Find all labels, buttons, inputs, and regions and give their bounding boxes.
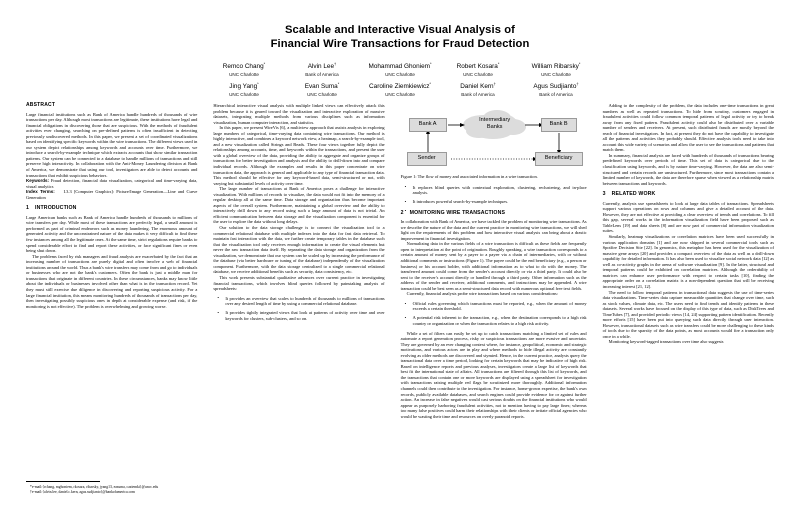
author-affiliation: UNC Charlotte	[385, 72, 415, 78]
figure-node-bank-b: Bank B	[541, 118, 577, 132]
author-mark: *	[429, 61, 432, 66]
related-paragraph-3: The need to follow temporal patterns in transactional data suggests the use of time-series data visualizations. Time-series data capture measurable quantities that change over time, such as stock values, climate data, etc. The users need to find trends and identify patterns in these datasets. Several works have focused on the display of this type of data, such as DiskTrees and TimeTubes [7], and provided periodic views [14, 24] supporting pattern identification. Recently more efforts [15] have been put into querying such data directly through user interaction. However, transactional datasets such as wire transfers could be more challenging to these kinds of tools due to the sparsity of the data points, as most accounts would fire a transaction only once in a while.	[602, 289, 774, 339]
footnote-rule	[26, 481, 100, 482]
paper-title-line1: Scalable and Interactive Visual Analysis of	[284, 24, 515, 36]
author-name	[283, 80, 361, 91]
section-number: 1	[26, 205, 30, 212]
author-column	[283, 60, 361, 98]
list-item: • It replaces blind queries with contextual exploration, clustering, reclustering, and in-place analysis.	[410, 185, 587, 196]
list-item: • Official rules governing which transactions must be reported, e.g., when the amount of money exceeds a certain threshold.	[410, 301, 587, 312]
intro-paragraph-2: The problems faced by risk managers and fraud analysts are exacerbated by the fact that an increasing number of transactions are purely digital and often involve a web of financial institutions around the world. Thus a bank's wire transfers may come from and go to individuals or businesses who are not the bank's customers. Often the bank is just a middle man for transactions that originate in different countries. In these circumstances, banks may know little about the individuals or businesses involved other than what is in the transaction record. Yet they must still exercise due diligence in discovering and reporting suspicious activity. For a large financial institution, this means monitoring hundreds of thousands of transactions per day, then investigating possibly suspicious ones in depth at considerable expense (and risk, if the monitoring is not effective). The problem is overwhelming and growing worse.	[26, 253, 198, 309]
figure-1-caption: Figure 1: The flow of money and associated information in a wire transaction.	[400, 174, 538, 179]
author-mark: †	[334, 61, 337, 66]
index-terms-line	[26, 189, 197, 200]
author-affiliation: UNC Charlotte	[229, 92, 259, 98]
column-container	[26, 103, 774, 509]
author-name	[439, 60, 517, 71]
list-item: • A potential risk inherent to the transaction, e.g., when the destination corresponds to a high risk country or organization or when the transaction relates to a high risk activity.	[410, 315, 587, 326]
author-name	[361, 80, 439, 91]
author-name	[361, 60, 439, 71]
monitoring-bullet-list	[401, 301, 587, 327]
intermediary-banks-line2: Banks	[486, 124, 503, 130]
intro-bullet-list-continued	[401, 185, 587, 205]
keywords-line	[26, 178, 197, 189]
title-block	[26, 24, 774, 98]
author-name-text: Jing Yang	[229, 82, 258, 90]
intro-paragraph-3: Hierarchical interactive visual analysis with multiple linked views can effectively attack this problem because it is geared toward the visualization and interactive exploration of massive datasets, integrating multiple methods from various disciplines such as information visualization, human computer interaction, and statistics.	[213, 103, 385, 125]
related-paragraph-2: Similarly, heatmap visualizations or correlation matrices have been used successfully in various application domains [1] and are now shipped in several commercial tools such as Spotfire Decision Site [22]. In genomics, this metaphor has been used for the visualization of massive gene arrays [20] and provides a compact overview of the data as well as a drill-down capability for detailed information. It has also been used to visualize social network data [12] as well as co-activity graphs in the arena of software visualization [9]. In the latter, structural and temporal patterns could be exhibited on correlation matrices. Although the orderability of matrices can enhance user performance with respect to certain tasks [10], finding the appropriate order on a correlation matrix is a non-dependent question that will be receiving increasing interest [21, 12].	[602, 234, 774, 289]
section-number: 3	[602, 191, 606, 198]
section-number: 2	[400, 209, 404, 216]
intro-bullet-list	[213, 296, 384, 322]
column-1	[26, 103, 197, 509]
related-paragraph-1: Currently, analysts use spreadsheets to look at large data tables of transactions. Spreadsheets support various operations on rows and columns and give a detailed account of the data. However, they are not effective at providing a clear overview of trends and correlations. To fill this gap, several works in the information visualization field have been proposed such as TableLens [19] and data sheets [8] and are now part of commercial information visualization suites.	[602, 200, 774, 234]
author-affiliation: UNC Charlotte	[307, 92, 337, 98]
intro-paragraph-6: Our solution to the data storage challenge is to connect the visualization tool to a commercial relational database with multiple indexes into the data for fast data retrieval. To maintain fast interaction with the data, we further create temporary tables in the database such that the visualization tool only receives enough information to create the visual elements but never the raw transaction data itself. By separating the data storage and organization from the visualization, we demonstrate that our system can be scaled up by increasing the performance of the database (via better hardware or tuning of the database) independently of the visualization component. Furthermore, with the data storage centralized to a single commercial relational database, we receive additional benefits such as security, data consistency, etc.	[213, 225, 385, 275]
author-name-text: Evan Suma	[304, 82, 338, 90]
author-name	[283, 60, 361, 71]
author-name	[439, 80, 517, 91]
author-name-text: William Ribarsky	[531, 63, 579, 71]
monitoring-paragraph-3: Currently, financial analysts probe wire transactions based on various considerations:	[406, 291, 558, 297]
page-title	[26, 24, 774, 51]
intro-paragraph-1: Large American banks such as Bank of America handle hundreds of thousands to millions of wire transfers per day. While most of these transactions are perfectly legal, a small amount is performed as part of criminal endeavors such as money laundering. The enormous amount of generated activity and the unconstrained nature of the data makes it very difficult to find these few instances among all the legitimate ones. At the same time, strict regulations require banks to spend considerable effort to find and report these activities, or face significant fines or even being shut down.	[26, 214, 198, 254]
author-affiliation: UNC Charlotte	[385, 92, 415, 98]
author-name-text: Remco Chang	[222, 63, 264, 71]
author-affiliation: Bank of America	[461, 92, 495, 98]
abstract-body: Large financial institutions such as Bank of America handle hundreds of thousands of wire transactions per day. Although most transactions are legitimate, these institutions have legal and financial obligations in discovering those that are suspicious. With the methods of fraudulent activities ever changing, searching on pre-defined patterns is often insufficient in detecting previously undiscovered methods. In this paper, we present a set of coordinated visualizations based on identifying specific keywords within the wire transactions. The different views used in our system depict relationships among keywords and accounts over time. Furthermore, we introduce a search-by-example technique which extracts accounts that show similar transaction patterns. Our system can be connected to a database to handle millions of transactions and still preserve high interactivity. In collaboration with the Anti-Money Laundering division at Bank of America, we demonstrate that using our tool, investigators are able to detect accounts and transactions that exhibit suspicious behaviors.	[26, 111, 198, 178]
author-name	[205, 60, 283, 71]
keywords-label: Keywords:	[26, 178, 50, 184]
footnote-line-2: †e-mail:{alvin.lee, daniel.c.kern, agus.sudjianto}@bankofamerica.com	[30, 489, 135, 494]
author-mark: *	[497, 61, 500, 66]
author-column	[439, 60, 517, 98]
figure-1	[401, 103, 587, 180]
author-mark: †	[493, 80, 496, 86]
author-mark: *	[337, 80, 340, 86]
paper-title-line2: Financial Wire Transactions for Fraud Detection	[270, 37, 530, 50]
intro-paragraph-7: This work presents substantial qualitative advances over current practice in investigating financial transactions, which involves blind queries followed by painstaking analysis of spreadsheets:	[213, 274, 385, 292]
monitoring-paragraph-2: Normalizing data in the various fields of a wire transaction is difficult as these fields are frequently open to interpretation at the point of origination. Roughly speaking, a wire transaction corresponds to a certain amount of money sent by a payer to a payee via a chain of intermediaries, with or without additional comments or instructions (Figure 1). The payee could be the end beneficiary (e.g., a person or business) or his account holder, with additional information as to what to do with the money. The transferred amount could come from the sender's account directly or via a third party. It could also be sent to the receiver's account directly or handled through a third party. Other information such as the address of the sender and receiver, additional comments, and instructions may be appended. A wire transaction could be best seen as a semi-structured data record with numerous optional free text fields.	[400, 241, 587, 291]
figure-node-sender: Sender	[407, 152, 447, 166]
footnote-line-1: *e-mail:{rchang, mghoniem, rkosara, ribarsky, jyang13, easuma, caziemki}@uncc.edu	[30, 484, 159, 489]
intro-paragraph-4: In this paper, we present WireVis [6], a multiview approach that assists analysts in exploring large numbers of categorical, time-varying data containing wire transactions. Our method is highly interactive, and combines a keyword network view, a heatmap, a search-by-example tool, and a new visualization called Strings and Beads. These four views together fully depict the relationships among accounts, time, and keywords within the transactions, and present the user with a global overview of the data, providing the ability to aggregate and organize groups of transactions for better investigation and analysis and the ability to drill-down into and compare individual records. Although the examples and results in this paper concentrate on wire transaction data, the approach is general and applicable to any type of financial transaction data. This method should be effective for any keyword-based data, semi-structured or not, with varying but substantial levels of activity over time.	[213, 125, 385, 186]
intermediary-banks-label	[465, 111, 525, 137]
column-4	[603, 103, 774, 509]
figure-node-intermediary-banks	[465, 111, 525, 137]
author-column	[517, 60, 595, 98]
column-3	[401, 103, 587, 509]
author-mark: †	[576, 80, 579, 86]
author-mark: *	[429, 80, 431, 86]
figure-1-canvas	[401, 103, 587, 169]
author-name-text: Daniel Kern	[460, 82, 494, 90]
author-name	[205, 80, 283, 91]
section-heading-monitoring	[401, 211, 587, 217]
monitoring-paragraph-6: In summary, financial analysts are faced with hundreds of thousands of transactions bearing predefined keywords over periods of time. This set of data is categorical due to the classification using keywords, and is by nature time-varying. However, the data are also semi-structured and certain records are unstructured. Furthermore, since most transactions contain a limited number of keywords, the data are therefore sparse when viewed as a relationship matrix between transactions and keywords.	[602, 152, 774, 186]
author-name-text: Robert Kosara	[456, 63, 498, 71]
monitoring-paragraph-1: In collaboration with Bank of America, we have tackled the problem of monitoring wire transactions. As we describe the nature of the data and the current practice in monitoring wire transactions, we will shed light on the requirements of this problem and how interactive visual analysis can bring about a drastic improvement in financial investigation.	[400, 219, 587, 241]
author-mark: *	[257, 80, 259, 86]
author-name	[517, 80, 595, 91]
monitoring-paragraph-5: Adding to the complexity of the problem, the data includes one-time transactions in great numbers as well as repeated transactions. To hide from scrutiny, customers engaged in fraudulent activities could follow common temporal patterns of legal activity or try to break away from any fixed pattern. Fraudulent activity could also be distributed over a variable number of senders and receivers. At present, such distributed frauds are mostly beyond the reach of financial investigators. In fact, at present they do not have the capability to investigate all the patterns and activities they probably should. Effective analysis tools need to take into account this wide variety of scenarios and allow the user to see the transactions and patterns that match them.	[602, 103, 774, 153]
author-name-text: Alvin Lee	[307, 63, 335, 71]
index-terms-label: Index Terms:	[26, 189, 55, 195]
monitoring-paragraph-4: While a set of filters can easily be set up to catch transactions matching a limited set of rules and automate a report generation process, risky or suspicious transactions are more evasive and uncertain. They are governed by an ever changing context where, for instance, geopolitical, economic and strategic motivations, and various actors are in play and where methods to hide illegal activity are constantly evolving as older methods are discovered and stymied. Hence, in the current practice, analysts query the transactional data over a time period, looking for certain keywords that may be indicative of high risk. Based on intelligence reports and previous analyses, investigators create a large list of keywords that best fit the international state of affairs. All transactions are filtered through this list of keywords, and the transactions that contain one or more keywords are displayed using a spreadsheet for investigation with transactions raising multiple red flags be scrutinized more thoroughly. Additional information channels could then contribute to the investigation. For instance, home-grown expertise, the bank's own records, publicly available databases, and search engines could provide evidence for or against further action. An increase in false negatives would cast serious doubts on the financial institutions who would appear as purposely harboring fraudulent activities, not to mention having to pay large fines; whereas too many false positives could harm their relationships with their clients or irritate official agencies who would be wasting their time and resources on overly paranoid reports.	[400, 330, 587, 419]
author-column	[205, 60, 283, 98]
index-terms-text: I.3.3 [Computer Graphics]: Picture/Image Generation—Line and Curve Generation	[26, 189, 198, 200]
author-mark: *	[578, 61, 581, 66]
intro-paragraph-5: The large number of transactions at Bank of America poses a challenge for interactive visualization. With millions of records to visualize, the data would not fit into the memory of a regular desktop all at the same time. Data storage and organization thus become important aspects of the overall system. Furthermore, maintaining a global overview and the ability to interactively drill down to any record using such a large amount of data is not trivial. An efficient communication between data storage and the visualization component is essential for the user to explore the data without long delays.	[213, 186, 385, 225]
author-affiliation: UNC Charlotte	[229, 72, 259, 78]
section-title: MONITORING WIRE TRANSACTIONS	[409, 209, 506, 216]
author-affiliation: Bank of America	[539, 92, 573, 98]
figure-node-beneficiary: Beneficiary	[535, 152, 583, 166]
intermediary-banks-line1: Intermediary	[479, 117, 511, 124]
author-affiliation: Bank of America	[305, 72, 339, 78]
author-name-text: Mohammad Ghoniem	[368, 63, 430, 71]
section-heading-related-work	[603, 192, 774, 198]
author-column	[361, 60, 439, 98]
abstract-heading: ABSTRACT	[26, 102, 56, 108]
author-mark: *	[263, 61, 266, 66]
related-paragraph-4: Monitoring keyword-tagged transactions over time also suggests	[608, 339, 724, 345]
author-list	[26, 60, 774, 98]
author-affiliation: UNC Charlotte	[463, 72, 493, 78]
section-heading-introduction	[26, 206, 197, 212]
list-item: • It provides an overview that scales to hundreds of thousands to millions of transactions over any desired length of time by using a commercial relational database.	[222, 296, 384, 307]
column-2	[213, 103, 384, 509]
author-name	[517, 60, 595, 71]
section-title: INTRODUCTION	[35, 205, 77, 212]
author-affiliation: UNC Charlotte	[541, 72, 571, 78]
author-name-text: Agus Sudjianto	[533, 82, 577, 90]
section-title: RELATED WORK	[611, 191, 656, 198]
list-item: • It provides tightly integrated views that look at patterns of activity over time and over keywords for clusters, sub-clusters, and so on.	[222, 310, 384, 321]
list-item: • It introduces powerful search-by-example techniques.	[410, 199, 587, 205]
figure-node-bank-a: Bank A	[409, 118, 447, 132]
keywords-text: Fraud detection, financial data visualization, categorical and time-varying data, visual analytics	[26, 178, 198, 189]
author-name-text: Caroline Ziemkiewicz	[369, 82, 430, 90]
